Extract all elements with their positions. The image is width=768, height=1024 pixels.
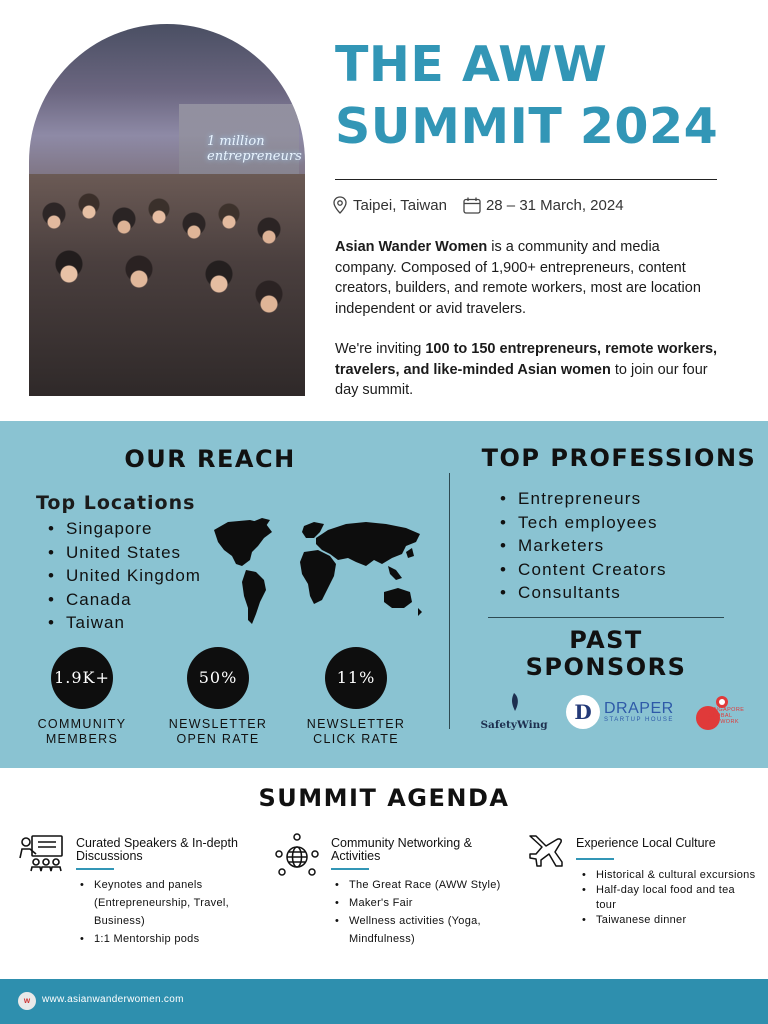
agenda-item-list xyxy=(578,868,756,928)
stat-value: 50% xyxy=(187,647,249,709)
website-link[interactable]: www.asianwanderwomen.com xyxy=(42,994,184,1005)
event-location: Taipei, Taiwan xyxy=(353,196,447,214)
profession-item: • Entrepreneurs xyxy=(500,487,667,511)
sgn-name: SINGAPORE GLOBAL NETWORK xyxy=(708,707,745,725)
profession-item: • Consultants xyxy=(500,581,667,605)
photo-faces xyxy=(29,174,305,396)
hero-photo xyxy=(29,24,305,396)
agenda-item: • Maker's Fair xyxy=(331,894,531,912)
profession-item: • Tech employees xyxy=(500,511,667,535)
agenda-item: • Half-day local food and tea tour xyxy=(578,883,756,913)
stat-label: COMMUNITY MEMBERS xyxy=(37,717,127,746)
intro-org-name: Asian Wander Women xyxy=(335,239,488,255)
location-item: • United States xyxy=(48,541,201,565)
photo-neon-sign: 1 million entrepreneurs xyxy=(207,134,302,164)
agenda-column-rule xyxy=(331,868,369,870)
location-item: • Canada xyxy=(48,588,201,612)
agenda-item: • Keynotes and panels (Entrepreneurship, Travel, Business) xyxy=(76,876,266,930)
stat-community-members xyxy=(12,647,152,747)
profession-item: • Marketers xyxy=(500,534,667,558)
stat-value: 11% xyxy=(325,647,387,709)
global-network-icon xyxy=(274,832,320,878)
stat-value: 1.9K+ xyxy=(51,647,113,709)
section-divider xyxy=(449,473,450,729)
agenda-column-title: Experience Local Culture xyxy=(576,836,716,850)
agenda-item-list xyxy=(331,876,531,948)
agenda-column-rule xyxy=(576,858,614,860)
draper-mark: D xyxy=(566,695,600,729)
location-pin-icon xyxy=(333,196,347,214)
footer xyxy=(0,979,768,1024)
event-meta xyxy=(333,195,624,215)
invite-start: We're inviting xyxy=(335,341,426,357)
title-line-1: THE AWW xyxy=(335,36,608,93)
event-dates: 28 – 31 March, 2024 xyxy=(485,196,624,214)
stat-label: NEWSLETTER CLICK RATE xyxy=(306,717,406,746)
location-item: • United Kingdom xyxy=(48,564,201,588)
professions-divider xyxy=(488,617,724,618)
speaker-presentation-icon xyxy=(18,832,66,872)
calendar-icon xyxy=(463,197,481,214)
agenda-item: • Historical & cultural excursions xyxy=(578,868,756,883)
intro-description: is a community and media company. Composed of 1,900+ entrepreneurs, content creators, builders, and remote workers, most are location independent or avid travelers. xyxy=(335,239,701,317)
agenda-column-title: Community Networking & Activities xyxy=(331,836,473,863)
airplane-icon xyxy=(526,832,564,870)
stat-newsletter-open-rate xyxy=(148,647,288,747)
invite-audience: 100 to 150 entrepreneurs, remote workers, travelers, and like-minded Asian women xyxy=(335,341,718,378)
profession-item: • Content Creators xyxy=(500,558,667,582)
safetywing-name: SafetyWing xyxy=(480,719,548,731)
top-locations-heading: Top Locations xyxy=(36,492,196,514)
professions-heading: TOP PROFESSIONS xyxy=(481,444,757,472)
aww-logo-icon: w xyxy=(18,992,36,1010)
singapore-global-network-logo xyxy=(694,694,758,732)
agenda-item: • Wellness activities (Yoga, Mindfulness) xyxy=(331,912,531,948)
intro-text xyxy=(335,237,725,401)
top-locations-list xyxy=(48,517,201,635)
stat-label: NEWSLETTER OPEN RATE xyxy=(168,717,268,746)
reach-section xyxy=(0,421,768,768)
reach-heading: OUR REACH xyxy=(124,445,296,473)
professions-list xyxy=(500,487,667,605)
invite-end: to join our four day summit. xyxy=(335,361,708,398)
agenda-item: • Taiwanese dinner xyxy=(578,913,756,928)
draper-name: DRAPER xyxy=(604,700,674,717)
safetywing-logo xyxy=(480,692,548,732)
draper-logo xyxy=(566,695,674,729)
agenda-heading: SUMMIT AGENDA xyxy=(258,784,510,812)
title-line-2: SUMMIT 2024 xyxy=(335,98,719,155)
world-map-icon xyxy=(206,516,432,632)
title-divider xyxy=(335,179,717,180)
location-item: • Taiwan xyxy=(48,611,201,635)
draper-subtitle: STARTUP HOUSE xyxy=(604,717,674,723)
sponsors-heading-line-1: PAST xyxy=(569,626,643,654)
feather-icon xyxy=(507,692,521,712)
agenda-item-list xyxy=(76,876,266,948)
intro-paragraph-2 xyxy=(335,339,725,401)
intro-paragraph-1 xyxy=(335,237,725,319)
page-title xyxy=(335,34,755,158)
agenda-item: • The Great Race (AWW Style) xyxy=(331,876,531,894)
location-item: • Singapore xyxy=(48,517,201,541)
agenda-column-rule xyxy=(76,868,114,870)
sponsors-heading xyxy=(470,627,742,681)
stat-newsletter-click-rate xyxy=(286,647,426,747)
agenda-item: • 1:1 Mentorship pods xyxy=(76,930,266,948)
sponsors-heading-line-2: SPONSORS xyxy=(525,653,687,681)
agenda-column-title: Curated Speakers & In-depth Discussions xyxy=(76,836,238,863)
